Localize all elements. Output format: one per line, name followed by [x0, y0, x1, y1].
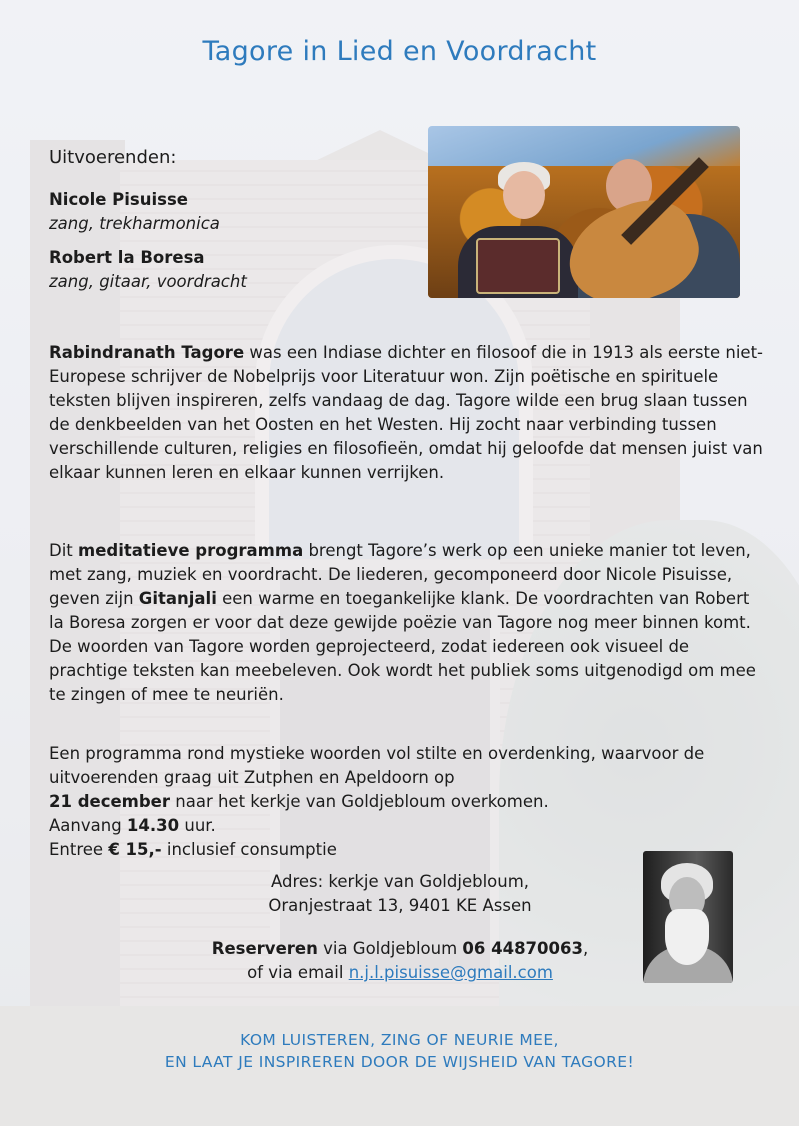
performer	[49, 246, 409, 294]
event-paragraph	[49, 742, 764, 862]
intro-bold-name: Rabindranath Tagore	[49, 343, 245, 362]
event-text: naar het kerkje van Goldjebloum overkomen.	[170, 792, 549, 811]
address-block	[160, 870, 640, 918]
event-text: Een programma rond mystieke woorden vol stilte en overdenking, waarvoor de uitvoerenden graag uit Zutphen en Apeldoorn op	[49, 744, 705, 787]
reservation-text: ,	[582, 939, 589, 958]
reservation-text: via Goldjebloum	[317, 939, 463, 958]
start-suffix: uur.	[179, 816, 216, 835]
closing-slogan	[0, 1029, 799, 1073]
performers-block	[49, 146, 409, 304]
program-text: De woorden van Tagore worden geprojecteerd, zodat iedereen ook visueel de prachtige teksten kan meebeleven. Ook wordt het publiek soms uitgenodigd om mee te zingen of mee te neuriën.	[49, 637, 756, 704]
performer	[49, 188, 409, 236]
performer-role: zang, gitaar, voordracht	[49, 272, 247, 291]
reservation-text: of via email	[247, 963, 349, 982]
closing-line: EN LAAT JE INSPIREREN DOOR DE WIJSHEID VAN TAGORE!	[164, 1053, 635, 1071]
entry-price: € 15,-	[108, 840, 162, 859]
performer-role: zang, trekharmonica	[49, 214, 220, 233]
program-text: brengt Tagore’s werk op een unieke manier tot leven, met zang, muziek en voordracht. De liederen, gecomponeerd door Nicole Pisuisse, geven zijn	[49, 541, 751, 608]
program-bold: meditatieve programma	[78, 541, 304, 560]
performers-heading: Uitvoerenden:	[49, 147, 177, 168]
program-text: een warme en toegankelijke klank. De voordrachten van Robert la Boresa zorgen er voor dat deze gewijde poëzie van Tagore nog meer binnen komt.	[49, 589, 751, 632]
program-bold: Gitanjali	[138, 589, 217, 608]
address-line: Oranjestraat 13, 9401 KE Assen	[268, 896, 532, 915]
program-paragraph	[49, 539, 764, 707]
start-time: 14.30	[126, 816, 180, 835]
email-link[interactable]: n.j.l.pisuisse@gmail.com	[348, 963, 553, 982]
event-date: 21 december	[49, 792, 171, 811]
reservation-block	[140, 937, 660, 985]
performers-photo	[428, 126, 740, 298]
intro-text: was een Indiase dichter en filosoof die in 1913 als eerste niet-Europese schrijver de Nobelprijs voor Literatuur won. Zijn poëtische en spirituele teksten blijven inspireren, zelfs vandaag de dag. Tagore wilde een brug slaan tussen de denkbeelden van het Oosten en het Westen. Hij zocht naar verbinding tussen verschillende culturen, religies en filosofieën, omdat hij geloofde dat mensen juist van elkaar kunnen leren en elkaar kunnen verrijken.	[49, 343, 764, 482]
reservation-label: Reserveren	[211, 939, 318, 958]
entry-suffix: inclusief consumptie	[161, 840, 337, 859]
entry-label: Entree	[49, 840, 109, 859]
start-label: Aanvang	[49, 816, 127, 835]
program-text: Dit	[49, 541, 79, 560]
performer-name: Robert la Boresa	[49, 248, 205, 267]
address-line: Adres: kerkje van Goldjebloum,	[270, 872, 530, 891]
reservation-phone: 06 44870063	[462, 939, 583, 958]
page-title: Tagore in Lied en Voordracht	[202, 36, 597, 67]
performer-name: Nicole Pisuisse	[49, 190, 188, 209]
tagore-portrait	[643, 851, 733, 983]
intro-paragraph	[49, 341, 764, 485]
closing-line: KOM LUISTEREN, ZING OF NEURIE MEE,	[240, 1031, 559, 1049]
